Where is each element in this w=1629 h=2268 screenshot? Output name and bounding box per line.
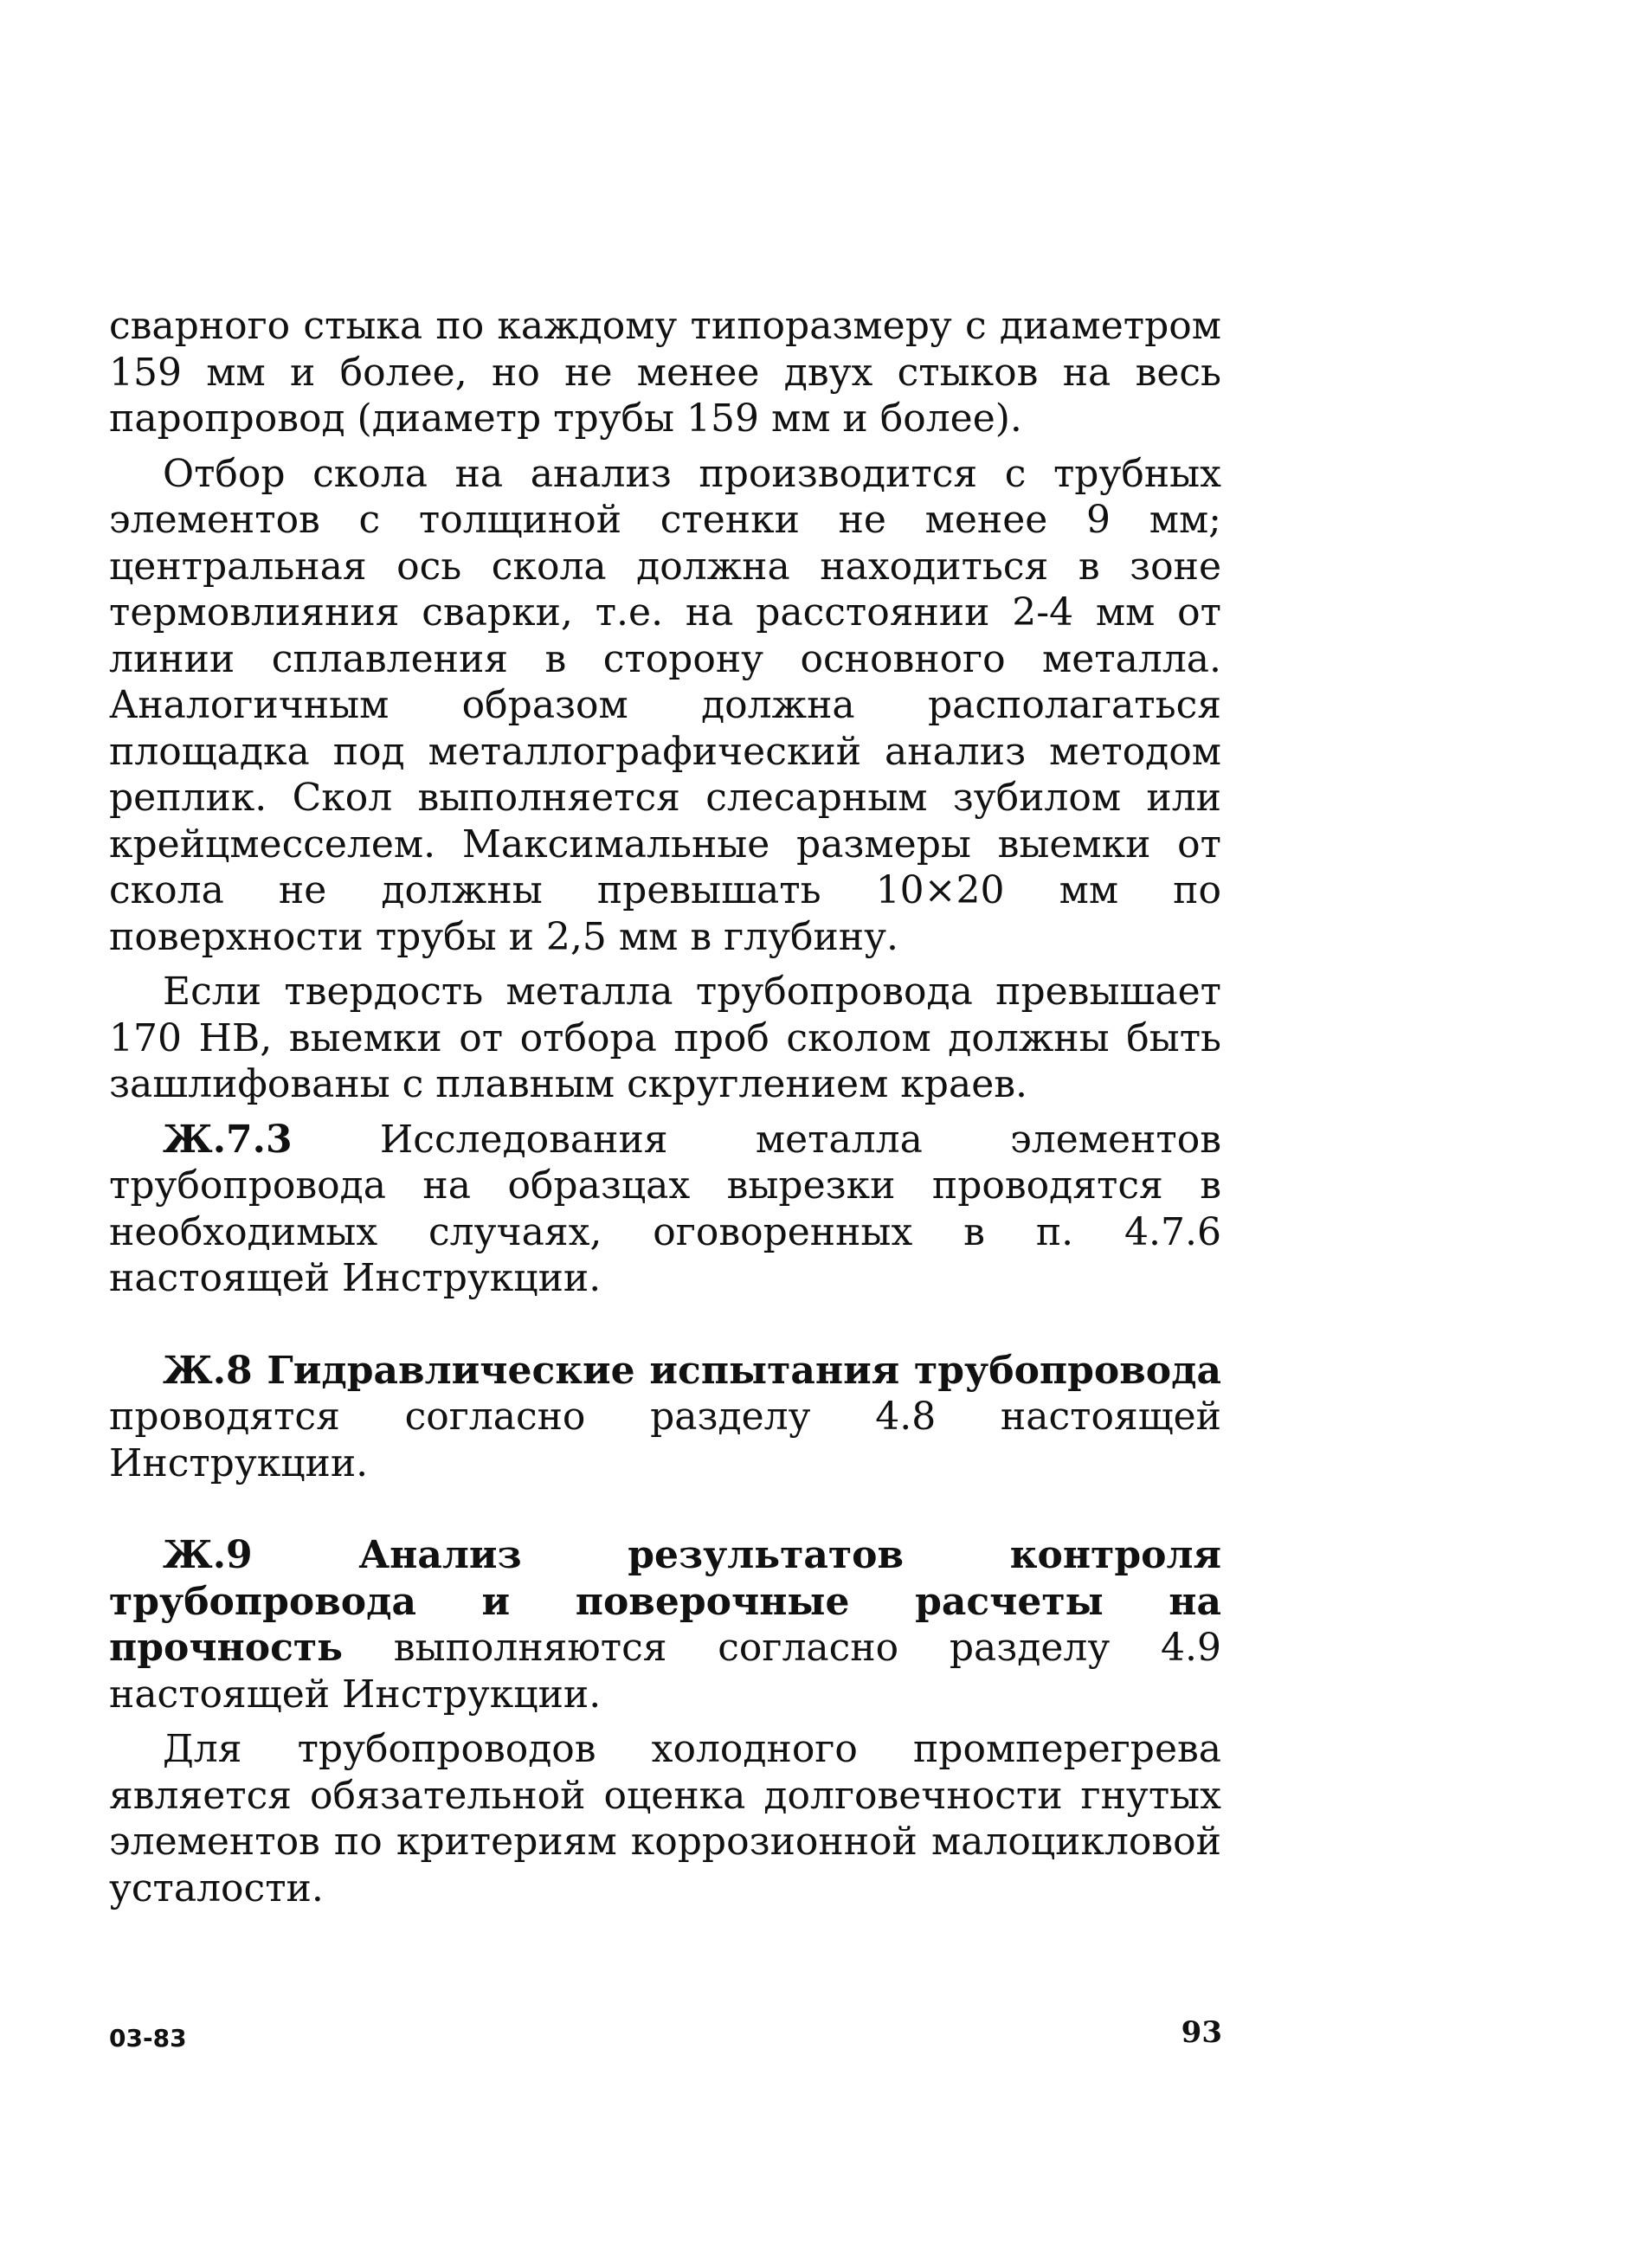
section-text-zh-7-3: Исследования металла элементов трубопровода на образцах вырезки проводятся в необходимых случаях, оговоренных в п. 4.7.6 настоящей Инструкции. [109, 1117, 1221, 1300]
paragraph-section-zh-8 [109, 1348, 1221, 1487]
page-number: 93 [1181, 2015, 1222, 2050]
section-number-zh-7-3: Ж.7.3 [163, 1117, 293, 1162]
document-code: 03-83 [109, 2024, 187, 2052]
paragraph-continuation: сварного стыка по каждому типоразмеру с диаметром 159 мм и более, но не менее двух стыков на весь паропровод (диаметр трубы 159 мм и более). [109, 304, 1221, 441]
paragraph-chip-sampling: Отбор скола на анализ производится с трубных элементов с толщиной стенки не менее 9 мм; центральная ось скола должна находиться в зоне термовлияния сварки, т.е. на расстоянии 2-4 мм от линии сплавления в сторону основного металла. Аналогичным образом должна располагаться площадка под металлографический анализ методом реплик. Скол выполняется слесарным зубилом или крейцмесселем. Максимальные размеры выемки от скола не должны превышать 10×20 мм по поверхности трубы и 2,5 мм в глубину. [109, 451, 1221, 959]
body-text [109, 303, 1221, 1911]
section-heading-zh-9: Ж.9 Анализ результатов контроля трубопровода и поверочные расчеты на прочность [109, 1533, 1221, 1670]
section-text-zh-9: выполняются согласно разделу 4.9 настоящей Инструкции. [109, 1626, 1221, 1717]
paragraph-section-zh-9 [109, 1532, 1221, 1717]
paragraph-section-zh-7-3 [109, 1117, 1221, 1302]
section-text-zh-8: проводятся согласно разделу 4.8 настоящей Инструкции. [109, 1395, 1221, 1485]
section-heading-zh-8: Ж.8 Гидравлические испытания трубопровода [163, 1348, 1221, 1393]
paragraph-cold-reheat: Для трубопроводов холодного промперегрева является обязательной оценка долговечности гнутых элементов по критериям коррозионной малоцикловой усталости. [109, 1727, 1221, 1910]
paragraph-hardness: Если твердость металла трубопровода превышает 170 НВ, выемки от отбора проб сколом должны быть зашлифованы с плавным скруглением краев. [109, 970, 1221, 1106]
